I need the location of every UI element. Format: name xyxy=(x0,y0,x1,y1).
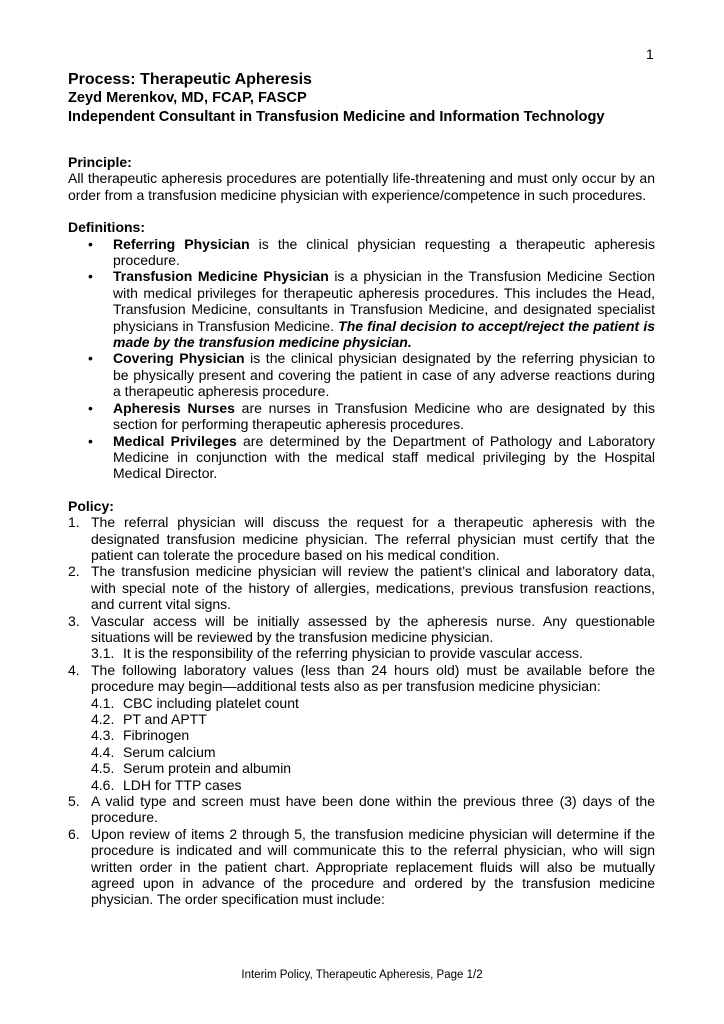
policy-item-number: 6. xyxy=(68,825,80,842)
policy-section xyxy=(68,498,655,908)
definition-item xyxy=(68,350,655,399)
policy-subitem-number: 4.2. xyxy=(91,711,115,727)
definitions-list xyxy=(68,236,655,482)
policy-item xyxy=(68,563,655,612)
policy-item xyxy=(68,793,655,826)
policy-item xyxy=(68,662,655,793)
definition-text: is the clinical physician requesting a therapeutic apheresis procedure. xyxy=(113,235,655,269)
policy-subitem xyxy=(91,760,655,776)
bullet-icon: • xyxy=(88,350,93,367)
policy-subitem xyxy=(91,645,655,661)
definition-item xyxy=(68,236,655,269)
policy-subitem-text: Fibrinogen xyxy=(123,727,190,744)
policy-item-text: The referral physician will discuss the request for a therapeutic apheresis with the designated transfusion medicine physician. The referral physician must certify that the patient can tolerate the procedure based on his medical condition. xyxy=(91,514,655,563)
title-block xyxy=(68,70,655,127)
page-number: 1 xyxy=(646,46,654,62)
page-footer: Interim Policy, Therapeutic Apheresis, Page 1/2 xyxy=(241,969,483,981)
policy-subitem-number: 4.3. xyxy=(91,727,115,744)
definition-term: Covering Physician xyxy=(113,350,245,367)
definition-term: Referring Physician xyxy=(113,235,250,252)
policy-subitem-text: Serum protein and albumin xyxy=(123,760,292,777)
policy-item xyxy=(68,514,655,563)
policy-subitem-number: 4.5. xyxy=(91,760,115,777)
policy-item xyxy=(68,613,655,662)
policy-item-number: 4. xyxy=(68,661,80,678)
policy-item-text: A valid type and screen must have been done within the previous three (3) days of the procedure. xyxy=(91,793,655,826)
principle-text: All therapeutic apheresis procedures are potentially life-threatening and must only occur by an order from a transfusion medicine physician with experience/competence in such procedures. xyxy=(68,170,655,203)
policy-subitem-text: CBC including platelet count xyxy=(123,694,299,711)
policy-subitem-number: 4.6. xyxy=(91,776,115,793)
policy-sublist xyxy=(91,645,655,661)
definition-emphasis: The final decision to accept/reject the patient is made by the transfusion medicine physician. xyxy=(113,317,656,351)
definition-text: is the clinical physician designated by the referring physician to be physically present and covering the patient in case of any adverse reactions during a therapeutic apheresis procedure. xyxy=(113,350,655,400)
definition-text: is a physician in the Transfusion Medicine Section with medical privileges for therapeutic apheresis procedures. This includes the Head, Transfusion Medicine, consultants in Transfusion Medicine, and designated specialist physicians in Transfusion Medicine. xyxy=(113,268,655,334)
policy-item-number: 3. xyxy=(68,612,80,629)
policy-subitem xyxy=(91,777,655,793)
policy-item-text: The transfusion medicine physician will review the patient’s clinical and laboratory data, with special note of the history of allergies, medications, previous transfusion reactions, and current vital signs. xyxy=(91,563,655,613)
policy-subitem xyxy=(91,711,655,727)
policy-subitem-text: LDH for TTP cases xyxy=(123,776,242,793)
policy-subitem xyxy=(91,744,655,760)
bullet-icon: • xyxy=(88,432,93,449)
policy-item-number: 5. xyxy=(68,793,80,810)
policy-item-text: Upon review of items 2 through 5, the transfusion medicine physician will determine if the procedure is indicated and will communicate this to the referral physician, who will sign written order in the patient chart. Appropriate replacement fluids will also be mutually agreed upon in advance of the procedure and ordered by the transfusion medicine physician. The order specification must include: xyxy=(91,825,655,908)
definition-item xyxy=(68,268,655,350)
bullet-icon: • xyxy=(88,235,93,252)
bullet-icon: • xyxy=(88,399,93,416)
policy-subitem-number: 4.1. xyxy=(91,694,115,711)
policy-item xyxy=(68,826,655,908)
policy-heading: Policy: xyxy=(68,497,114,514)
policy-item-number: 2. xyxy=(68,563,80,580)
policy-subitem xyxy=(91,695,655,711)
policy-subitem-text: PT and APTT xyxy=(123,711,207,727)
definitions-section xyxy=(68,219,655,482)
policy-sublist xyxy=(91,695,655,793)
definition-item xyxy=(68,433,655,482)
document-title: Process: Therapeutic Apheresis xyxy=(68,71,312,88)
definition-term: Transfusion Medicine Physician xyxy=(113,268,329,285)
definition-term: Apheresis Nurses xyxy=(113,399,235,416)
principle-heading: Principle: xyxy=(68,154,132,170)
definition-text: are nurses in Transfusion Medicine who are designated by this section for performing therapeutic apheresis procedures. xyxy=(113,399,655,433)
author-name: Zeyd Merenkov, MD, FCAP, FASCP xyxy=(68,90,307,106)
policy-list xyxy=(68,514,655,908)
policy-item-number: 1. xyxy=(68,514,80,531)
policy-subitem-number: 4.4. xyxy=(91,743,115,760)
definition-term: Medical Privileges xyxy=(113,432,237,449)
bullet-icon: • xyxy=(88,268,93,285)
policy-subitem-number: 3.1. xyxy=(91,645,115,662)
document-body xyxy=(68,70,655,908)
policy-item-text: The following laboratory values (less than 24 hours old) must be available before the procedure may begin—additional tests also as per transfusion medicine physician: xyxy=(91,661,655,695)
definitions-heading: Definitions: xyxy=(68,219,145,236)
definition-text: are determined by the Department of Pathology and Laboratory Medicine in conjunction with the medical staff medical privileging by the Hospital Medical Director. xyxy=(113,432,655,482)
policy-item-text: Vascular access will be initially assessed by the apheresis nurse. Any questionable situations will be reviewed by the transfusion medicine physician. xyxy=(91,612,655,645)
principle-section xyxy=(68,154,655,203)
definition-item xyxy=(68,400,655,433)
policy-subitem-text: Serum calcium xyxy=(123,743,216,760)
policy-subitem xyxy=(91,727,655,743)
author-affiliation: Independent Consultant in Transfusion Medicine and Information Technology xyxy=(68,109,605,125)
policy-subitem-text: It is the responsibility of the referring physician to provide vascular access. xyxy=(123,645,583,662)
